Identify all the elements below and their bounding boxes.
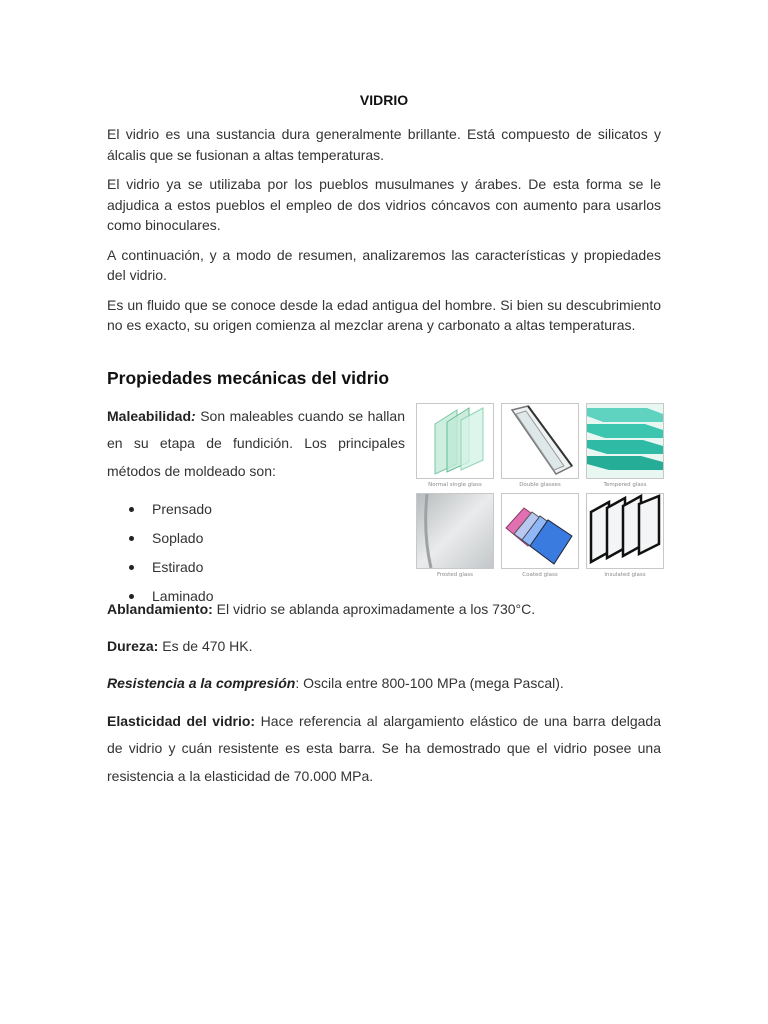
list-item: Prensado: [129, 495, 661, 524]
intro-paragraph: El vidrio es una sustancia dura generalmente brillante. Está compuesto de silicatos y álcalis que se fusionan a altas temperaturas.: [107, 126, 661, 163]
bullet-icon: [129, 507, 134, 512]
glass-image-cell: [586, 403, 664, 493]
history-paragraph: El vidrio ya se utilizaba por los pueblos musulmanes y árabes. De esta forma se le adjudica a estos pueblos el empleo de dos vidrios cóncavos con aumento para usarlos como binoculares.: [107, 176, 661, 233]
glass-caption: Insulated glass: [604, 571, 646, 578]
normal-glass-icon: [416, 403, 494, 479]
hardness-property: Dureza: Es de 470 HK.: [107, 637, 253, 654]
glass-image-cell: [586, 493, 664, 583]
bullet-icon: [129, 594, 134, 599]
summary-paragraph: A continuación, y a modo de resumen, analizaremos las características y propiedades del vidrio.: [107, 246, 661, 283]
document-content: [107, 92, 661, 807]
malleability-label: Maleabilidad: [107, 407, 192, 424]
glass-image-cell: [501, 493, 579, 583]
bullet-icon: [129, 536, 134, 541]
page-title: VIDRIO: [359, 92, 409, 108]
glass-caption: Double glasses: [519, 481, 561, 488]
list-item: Laminado: [129, 582, 661, 611]
section-heading: Propiedades mecánicas del vidrio: [107, 367, 390, 388]
glass-caption: Normal single glass: [428, 481, 482, 488]
glass-types-image: [416, 403, 666, 583]
compression-property: Resistencia a la compresión: Oscila entre 800-100 MPa (mega Pascal).: [107, 674, 564, 691]
malleability-colon: :: [191, 407, 196, 424]
frosted-glass-icon: [416, 493, 494, 569]
glass-image-cell: [501, 403, 579, 493]
list-item: Estirado: [129, 553, 661, 582]
tempered-glass-icon: [586, 403, 664, 479]
malleability-text: Son maleables cuando se hallan en su etapa de fundición. Los principales métodos de moldeado son:: [107, 407, 405, 479]
double-glass-icon: [501, 403, 579, 479]
softening-property: Ablandamiento: El vidrio se ablanda aproximadamente a los 730°C.: [107, 600, 536, 617]
origin-paragraph: Es un fluido que se conoce desde la edad antigua del hombre. Si bien su descubrimiento no es exacto, su origen comienza al mezclar arena y carbonato a altas temperaturas.: [107, 296, 661, 333]
glass-caption: Tempered glass: [603, 481, 647, 488]
bullet-icon: [129, 565, 134, 570]
glass-image-cell: [416, 403, 494, 493]
list-item: Soplado: [129, 524, 661, 553]
glass-caption: Coated glass: [522, 571, 558, 578]
malleability-block: [107, 403, 661, 604]
elasticity-property: Elasticidad del vidrio: Hace referencia al alargamiento elástico de una barra delgada de vidrio y cuán resistente es esta barra. Se ha demostrado que el vidrio posee una resistencia a la elasticidad de 70.000 MPa.: [107, 712, 662, 784]
glass-caption: Frosted glass: [436, 571, 474, 578]
coated-glass-icon: [501, 493, 579, 569]
glass-image-cell: [416, 493, 494, 583]
insulated-glass-icon: [586, 493, 664, 569]
malleability-paragraph: [107, 403, 405, 486]
